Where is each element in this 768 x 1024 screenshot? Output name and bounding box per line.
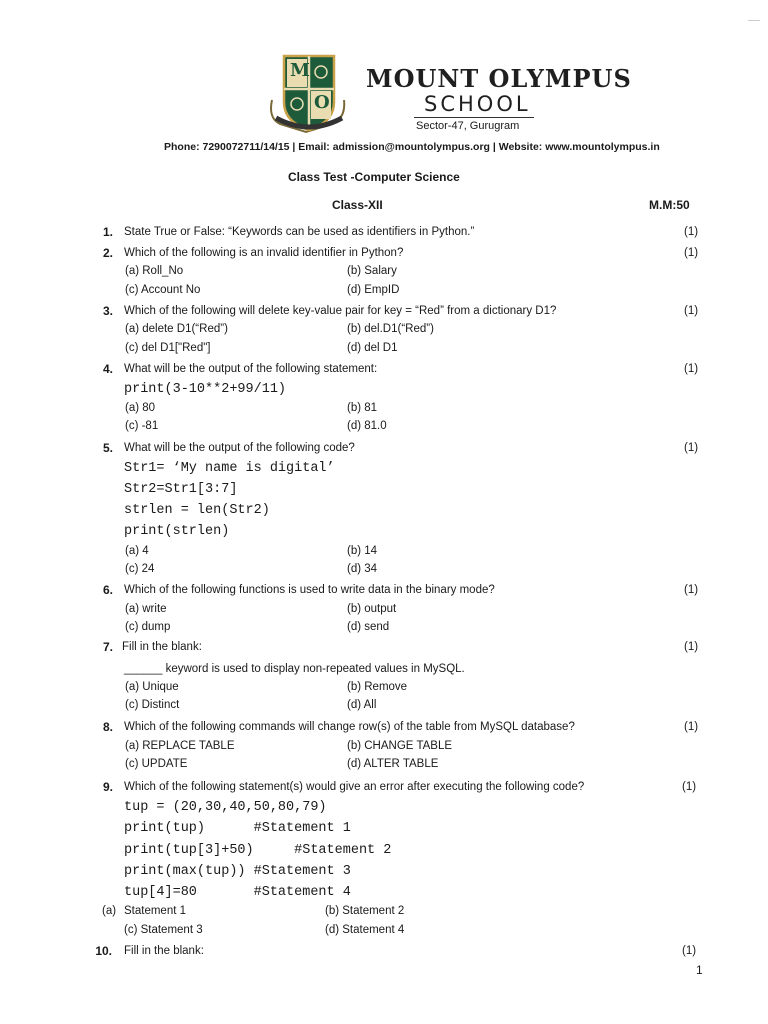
question-number: 10. bbox=[95, 944, 112, 958]
option-b: (b) output bbox=[347, 603, 397, 615]
option-a: (a) Roll_No bbox=[125, 265, 184, 277]
question-number: 5. bbox=[102, 441, 113, 455]
option-b: (b) Statement 2 bbox=[325, 905, 405, 917]
option-d: (d) ALTER TABLE bbox=[347, 758, 439, 770]
option-c: (c) 24 bbox=[125, 563, 155, 575]
question-marks: (1) bbox=[684, 305, 699, 317]
option-d: (d) 34 bbox=[347, 563, 378, 575]
question-marks: (1) bbox=[684, 641, 699, 653]
question-text: Which of the following commands will change row(s) of the table from MySQL database? bbox=[124, 721, 575, 733]
option-d: (d) 81.0 bbox=[347, 420, 387, 432]
question-text: What will be the output of the following statement: bbox=[124, 363, 378, 375]
option-b: (b) del.D1(“Red”) bbox=[347, 323, 434, 335]
question-number: 3. bbox=[102, 304, 113, 318]
school-crest-logo bbox=[266, 52, 352, 134]
question-text: Fill in the blank: bbox=[122, 641, 202, 653]
option-a: (a) 80 bbox=[125, 402, 156, 414]
page-corner-mark bbox=[748, 20, 760, 21]
option-d: (d) All bbox=[347, 699, 377, 711]
option-c: (c) -81 bbox=[125, 420, 159, 432]
question-marks: (1) bbox=[684, 584, 699, 596]
question-text: Which of the following is an invalid identifier in Python? bbox=[124, 247, 404, 259]
code-line: print(strlen) bbox=[124, 524, 230, 539]
question-number: 6. bbox=[102, 583, 113, 597]
option-c: (c) Statement 3 bbox=[124, 924, 203, 936]
code-line: tup[4]=80 #Statement 4 bbox=[124, 885, 351, 900]
question-text: State True or False: “Keywords can be used as identifiers in Python.” bbox=[124, 226, 475, 238]
question-marks: (1) bbox=[684, 226, 699, 238]
question-marks: (1) bbox=[684, 721, 699, 733]
option-c: (c) dump bbox=[125, 621, 171, 633]
option-a: (a) delete D1(“Red”) bbox=[125, 323, 228, 335]
option-a: (a) 4 bbox=[125, 545, 149, 557]
option-b: (b) CHANGE TABLE bbox=[347, 740, 453, 752]
school-name-line2: SCHOOL bbox=[424, 92, 531, 116]
option-b: (b) 81 bbox=[347, 402, 378, 414]
question-marks: (1) bbox=[684, 442, 699, 454]
option-a: (a) write bbox=[125, 603, 167, 615]
question-number: 9. bbox=[102, 780, 113, 794]
page-number: 1 bbox=[696, 963, 703, 977]
option-d: (d) EmpID bbox=[347, 284, 400, 296]
crest-letter-m: M bbox=[290, 60, 310, 81]
option-c: (c) Distinct bbox=[125, 699, 180, 711]
question-number: 4. bbox=[102, 362, 113, 376]
option-d: (d) Statement 4 bbox=[325, 924, 405, 936]
option-c: (c) del D1["Red"] bbox=[125, 342, 211, 354]
question-text: Which of the following will delete key-value pair for key = “Red” from a dictionary D1? bbox=[124, 305, 557, 317]
option-d: (d) send bbox=[347, 621, 390, 633]
code-line: print(tup) #Statement 1 bbox=[124, 821, 351, 836]
code-line: strlen = len(Str2) bbox=[124, 503, 270, 518]
question-text: Which of the following functions is used to write data in the binary mode? bbox=[124, 584, 495, 596]
crest-letter-o: O bbox=[314, 92, 330, 113]
class-label: Class-XII bbox=[332, 198, 383, 212]
test-title: Class Test -Computer Science bbox=[288, 170, 460, 184]
question-marks: (1) bbox=[684, 247, 699, 259]
school-address: Sector-47, Gurugram bbox=[416, 120, 520, 132]
code-line: print(3-10**2+99/11) bbox=[124, 382, 287, 397]
question-number: 8. bbox=[102, 720, 113, 734]
question-number: 2. bbox=[102, 246, 113, 260]
option-a: (a) REPLACE TABLE bbox=[125, 740, 235, 752]
code-line: Str2=Str1[3:7] bbox=[124, 482, 238, 497]
question-text: Fill in the blank: bbox=[124, 945, 204, 957]
code-line: Str1= ‘My name is digital’ bbox=[124, 461, 335, 476]
logo-divider bbox=[414, 117, 534, 118]
option-b: (b) 14 bbox=[347, 545, 378, 557]
option-c: (c) Account No bbox=[125, 284, 201, 296]
option-c: (c) UPDATE bbox=[125, 758, 188, 770]
contact-line: Phone: 7290072711/14/15 | Email: admission@mountolympus.org | Website: www.mountolympus.in bbox=[164, 141, 660, 153]
option-b: (b) Remove bbox=[347, 681, 408, 693]
option-b: (b) Salary bbox=[347, 265, 397, 277]
code-line: print(tup[3]+50) #Statement 2 bbox=[124, 843, 392, 858]
question-subtext: ______ keyword is used to display non-repeated values in MySQL. bbox=[124, 663, 465, 675]
question-number: 1. bbox=[102, 225, 113, 239]
option-a: (a) Unique bbox=[125, 681, 179, 693]
max-marks: M.M:50 bbox=[649, 198, 690, 212]
code-line: tup = (20,30,40,50,80,79) bbox=[124, 800, 327, 815]
question-marks: (1) bbox=[684, 363, 699, 375]
option-d: (d) del D1 bbox=[347, 342, 398, 354]
code-line: print(max(tup)) #Statement 3 bbox=[124, 864, 351, 879]
question-text: What will be the output of the following code? bbox=[124, 442, 355, 454]
question-marks: (1) bbox=[682, 945, 697, 957]
question-marks: (1) bbox=[682, 781, 697, 793]
question-text: Which of the following statement(s) would give an error after executing the following code? bbox=[124, 781, 585, 793]
option-a-label: (a) bbox=[102, 905, 117, 917]
question-number: 7. bbox=[102, 640, 113, 654]
option-a: Statement 1 bbox=[124, 905, 187, 917]
school-name-line1: MOUNT OLYMPUS bbox=[366, 64, 632, 93]
